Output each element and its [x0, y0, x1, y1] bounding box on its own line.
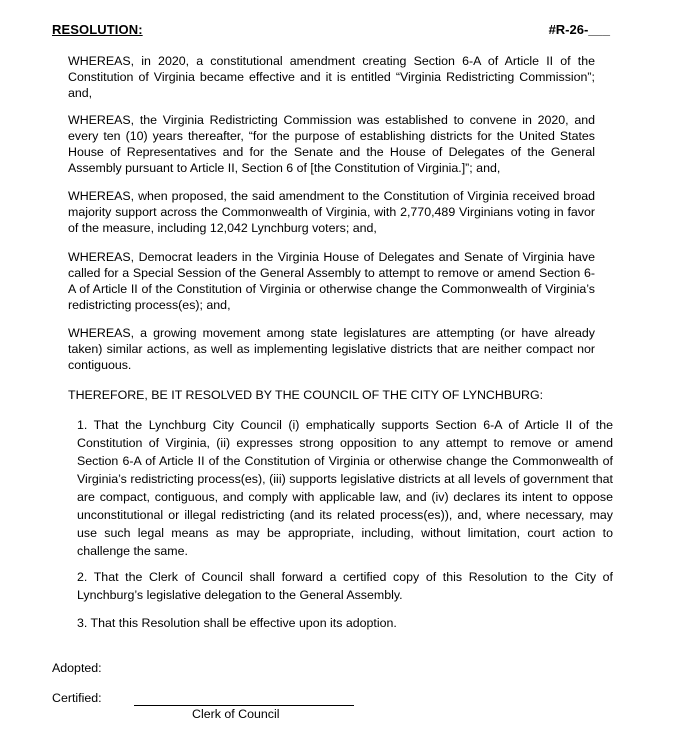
therefore-statement: THEREFORE, BE IT RESOLVED BY THE COUNCIL OF THE CITY OF LYNCHBURG: — [68, 388, 544, 402]
resolved-clause-3: 3. That this Resolution shall be effective upon its adoption. — [77, 616, 397, 630]
whereas-clause-5: WHEREAS, a growing movement among state legislatures are attempting (or have already taken) similar actions, as well as implementing legislative districts that are neither compact nor contiguous. — [68, 326, 595, 372]
adopted-label: Adopted: — [52, 661, 102, 675]
resolved-clause-1: 1. That the Lynchburg City Council (i) emphatically supports Section 6-A of Article II of the Constitution of Virginia, (ii) expresses strong opposition to any attempt to remove or amend Section 6-A of Article II of the Constitution of Virginia or otherwise change the Commonwealth of Virginia’s redistricting process(es), (iii) supports legislative districts at all levels of government that are compact, contiguous, and comply with applicable law, and (iv) declares its intent to oppose unconstitutional or illegal redistricting (and its related process(es)), and, where necessary, may use such legal means as may be appropriate, including, without limitation, court action to challenge the same. — [77, 418, 613, 558]
resolution-header — [52, 22, 610, 40]
whereas-clause-1: WHEREAS, in 2020, a constitutional amendment creating Section 6-A of Article II of the Constitution of Virginia became effective and it is entitled “Virginia Redistricting Commission”; and, — [68, 54, 595, 100]
whereas-clause-2: WHEREAS, the Virginia Redistricting Commission was established to convene in 2020, and every ten (10) years thereafter, “for the purpose of establishing districts for the United States House of Representatives and for the Senate and the House of Delegates of the General Assembly pursuant to Article II, Section 6 of [the Constitution of Virginia.]”; and, — [68, 113, 595, 175]
whereas-clause-3: WHEREAS, when proposed, the said amendment to the Constitution of Virginia received broad majority support across the Commonwealth of Virginia, with 2,770,489 Virginians voting in favor of the measure, including 12,042 Lynchburg voters; and, — [68, 189, 595, 235]
resolution-title: RESOLUTION: — [52, 22, 143, 37]
resolved-clause-2: 2. That the Clerk of Council shall forward a certified copy of this Resolution to the City of Lynchburg’s legislative delegation to the General Assembly. — [77, 570, 613, 602]
clerk-of-council-label: Clerk of Council — [192, 707, 280, 721]
resolution-number: #R-26-___ — [548, 22, 610, 37]
whereas-clause-4: WHEREAS, Democrat leaders in the Virginia House of Delegates and Senate of Virginia have called for a Special Session of the General Assembly to attempt to remove or amend Section 6-A of Article II of the Constitution of Virginia or otherwise change the Commonwealth of Virginia’s redistricting process(es); and, — [68, 250, 595, 312]
certified-label: Certified: — [52, 691, 102, 705]
